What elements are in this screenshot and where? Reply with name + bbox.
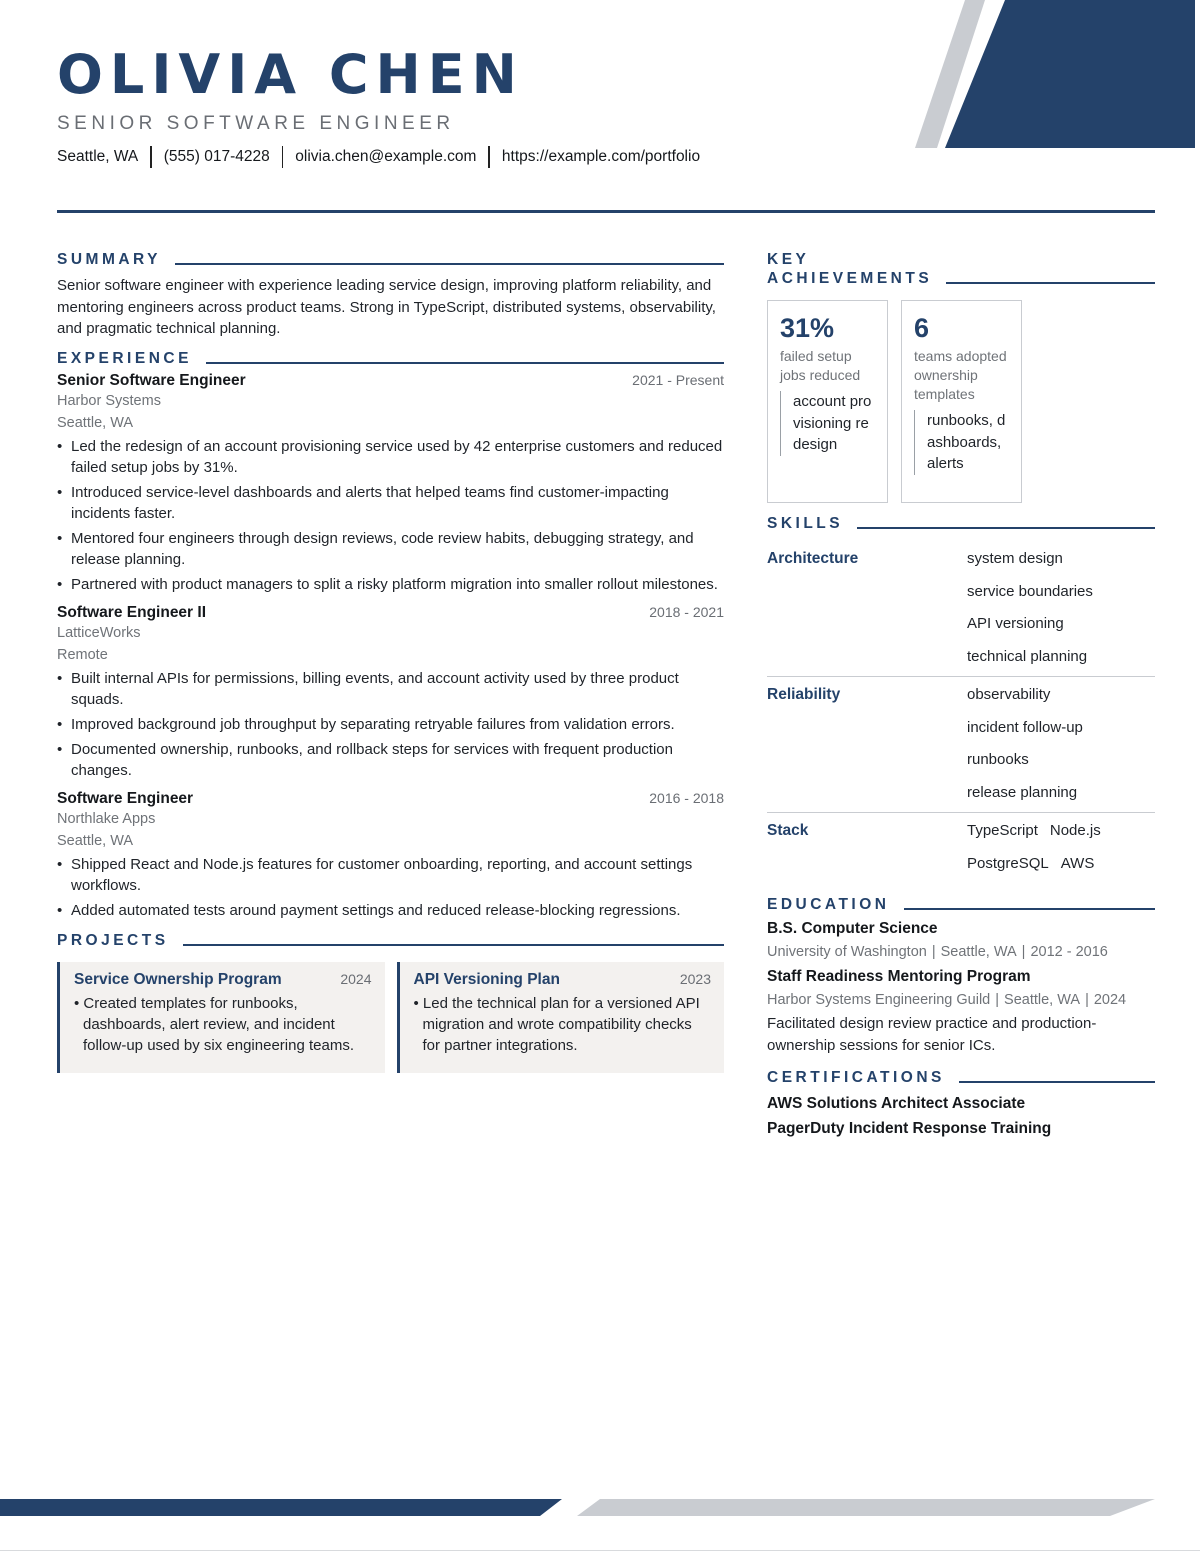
job-dates: 2016 - 2018 bbox=[649, 789, 724, 806]
header-decoration bbox=[915, 0, 1200, 150]
job-bullet: • Mentored four engineers through design reviews, code review habits, debugging strategy, and release planning. bbox=[57, 528, 724, 570]
skill-item: API versioning bbox=[967, 615, 1064, 632]
skill-item: system design bbox=[967, 550, 1063, 567]
contact-email[interactable]: olivia.chen@example.com bbox=[295, 148, 477, 165]
footer-decoration bbox=[0, 1499, 1200, 1517]
job-role: Software Engineer bbox=[57, 789, 194, 807]
contact-divider bbox=[150, 146, 152, 168]
job-bullet: • Added automated tests around payment settings and reduced release-blocking regressions. bbox=[57, 900, 724, 921]
right-column bbox=[767, 250, 1155, 1141]
contact-row bbox=[57, 146, 917, 168]
project-card bbox=[57, 962, 385, 1073]
contact-location: Seattle, WA bbox=[57, 148, 139, 165]
header-rule bbox=[57, 210, 1155, 213]
skill-group-label: Reliability bbox=[767, 686, 841, 703]
job-bullet: • Improved background job throughput by separating retryable failures from validation errors. bbox=[57, 714, 724, 735]
job-bullet: • Shipped React and Node.js features for customer onboarding, reporting, and account settings workflows. bbox=[57, 854, 724, 896]
achievement-value: 6 bbox=[914, 313, 930, 343]
certification-item: PagerDuty Incident Response Training bbox=[767, 1120, 1052, 1137]
education-description: Facilitated design review practice and production-ownership sessions for senior ICs. bbox=[767, 1015, 1097, 1054]
project-description: • Led the technical plan for a versioned API migration and wrote compatibility checks for partner integrations. bbox=[413, 994, 700, 1054]
job-entry bbox=[57, 372, 724, 595]
job-bullet: • Introduced service-level dashboards and alerts that helped teams find customer-impacting incidents faster. bbox=[57, 482, 724, 524]
contact-divider bbox=[282, 146, 284, 168]
candidate-name: OLIVIA CHEN bbox=[57, 43, 524, 106]
job-dates: 2021 - Present bbox=[632, 371, 724, 388]
achievement-caption: failed setup jobs reduced bbox=[780, 348, 861, 383]
achievement-value: 31% bbox=[780, 313, 835, 343]
resume-header bbox=[57, 40, 917, 168]
education-meta: Harbor Systems Engineering Guild | Seattle, WA | 2024 bbox=[767, 992, 1127, 1008]
project-year: 2024 bbox=[340, 970, 372, 987]
project-year: 2023 bbox=[679, 970, 711, 987]
skills-table bbox=[767, 541, 1155, 883]
skill-item: AWS bbox=[1060, 854, 1095, 872]
education-degree: Staff Readiness Mentoring Program bbox=[767, 968, 1031, 985]
candidate-title: SENIOR SOFTWARE ENGINEER bbox=[57, 113, 455, 134]
achievement-list bbox=[767, 300, 1155, 503]
skill-item: service boundaries bbox=[967, 582, 1093, 600]
certification-list bbox=[767, 1091, 1155, 1141]
skill-group-label: Architecture bbox=[767, 550, 859, 567]
projects-heading: PROJECTS bbox=[57, 931, 724, 950]
page-bottom-edge bbox=[0, 1550, 1200, 1551]
job-location: Seattle, WA bbox=[57, 832, 134, 849]
skill-group-reliability bbox=[767, 677, 1155, 813]
education-degree: B.S. Computer Science bbox=[767, 920, 938, 937]
skill-item: observability bbox=[967, 686, 1051, 703]
education-entry bbox=[767, 965, 1155, 1056]
achievement-detail: account provisioning redesign bbox=[780, 391, 877, 456]
skill-item: PostgreSQL bbox=[967, 854, 1049, 872]
certification-item: AWS Solutions Architect Associate bbox=[767, 1095, 1026, 1112]
skills-heading: SKILLS bbox=[767, 514, 1155, 533]
project-list bbox=[57, 962, 724, 1073]
job-location: Seattle, WA bbox=[57, 414, 134, 431]
achievement-card bbox=[901, 300, 1022, 503]
project-name: Service Ownership Program bbox=[74, 970, 282, 988]
job-bullet: • Documented ownership, runbooks, and rollback steps for services with frequent production changes. bbox=[57, 739, 724, 781]
contact-divider bbox=[488, 146, 490, 168]
contact-portfolio-link[interactable]: https://example.com/portfolio bbox=[501, 148, 701, 165]
summary-heading: SUMMARY bbox=[57, 250, 724, 269]
skill-group-stack bbox=[767, 813, 1155, 883]
job-entry bbox=[57, 604, 724, 781]
job-bullet: • Partnered with product managers to split a risky platform migration into smaller rollout milestones. bbox=[57, 574, 724, 595]
job-company: Harbor Systems bbox=[57, 392, 161, 409]
job-company: Northlake Apps bbox=[57, 810, 156, 827]
achievement-card bbox=[767, 300, 888, 503]
job-dates: 2018 - 2021 bbox=[649, 603, 724, 620]
job-bullet: • Led the redesign of an account provisioning service used by 42 enterprise customers and reduced failed setup jobs by 31%. bbox=[57, 436, 724, 478]
skill-item: TypeScript bbox=[967, 822, 1038, 839]
education-heading: EDUCATION bbox=[767, 895, 1155, 914]
job-bullet: • Built internal APIs for permissions, billing events, and account activity used by three product squads. bbox=[57, 668, 724, 710]
achievement-detail: runbooks, dashboards, alerts bbox=[914, 410, 1011, 475]
skill-item: Node.js bbox=[1049, 822, 1101, 839]
education-entry bbox=[767, 917, 1155, 965]
contact-phone: (555) 017-4228 bbox=[163, 148, 270, 165]
job-role: Senior Software Engineer bbox=[57, 371, 246, 389]
experience-heading: EXPERIENCE bbox=[57, 349, 724, 368]
job-role: Software Engineer II bbox=[57, 603, 207, 621]
project-card bbox=[397, 962, 725, 1073]
job-entry bbox=[57, 790, 724, 921]
project-name: API Versioning Plan bbox=[413, 970, 560, 988]
project-description: • Created templates for runbooks, dashboards, alert review, and incident follow-up used by six engineering teams. bbox=[74, 994, 354, 1054]
education-meta: University of Washington | Seattle, WA | 2012 - 2016 bbox=[767, 944, 1108, 960]
skill-item: runbooks bbox=[967, 751, 1029, 768]
certifications-heading: CERTIFICATIONS bbox=[767, 1068, 1155, 1087]
job-location: Remote bbox=[57, 646, 108, 663]
achievements-heading: KEY ACHIEVEMENTS bbox=[767, 250, 1155, 288]
skill-group-architecture bbox=[767, 541, 1155, 677]
skill-item: incident follow-up bbox=[967, 718, 1083, 736]
skill-item: technical planning bbox=[967, 647, 1088, 665]
summary-text: Senior software engineer with experience leading service design, improving platform reliability, and mentoring engineers across product teams. Strong in TypeScript, distributed systems, observability, and pragmatic technical planning. bbox=[57, 277, 716, 337]
job-company: LatticeWorks bbox=[57, 624, 141, 641]
left-column bbox=[57, 250, 724, 1073]
achievement-caption: teams adopted ownership templates bbox=[914, 348, 1007, 402]
skill-group-label: Stack bbox=[767, 822, 809, 839]
skill-item: release planning bbox=[967, 783, 1078, 801]
